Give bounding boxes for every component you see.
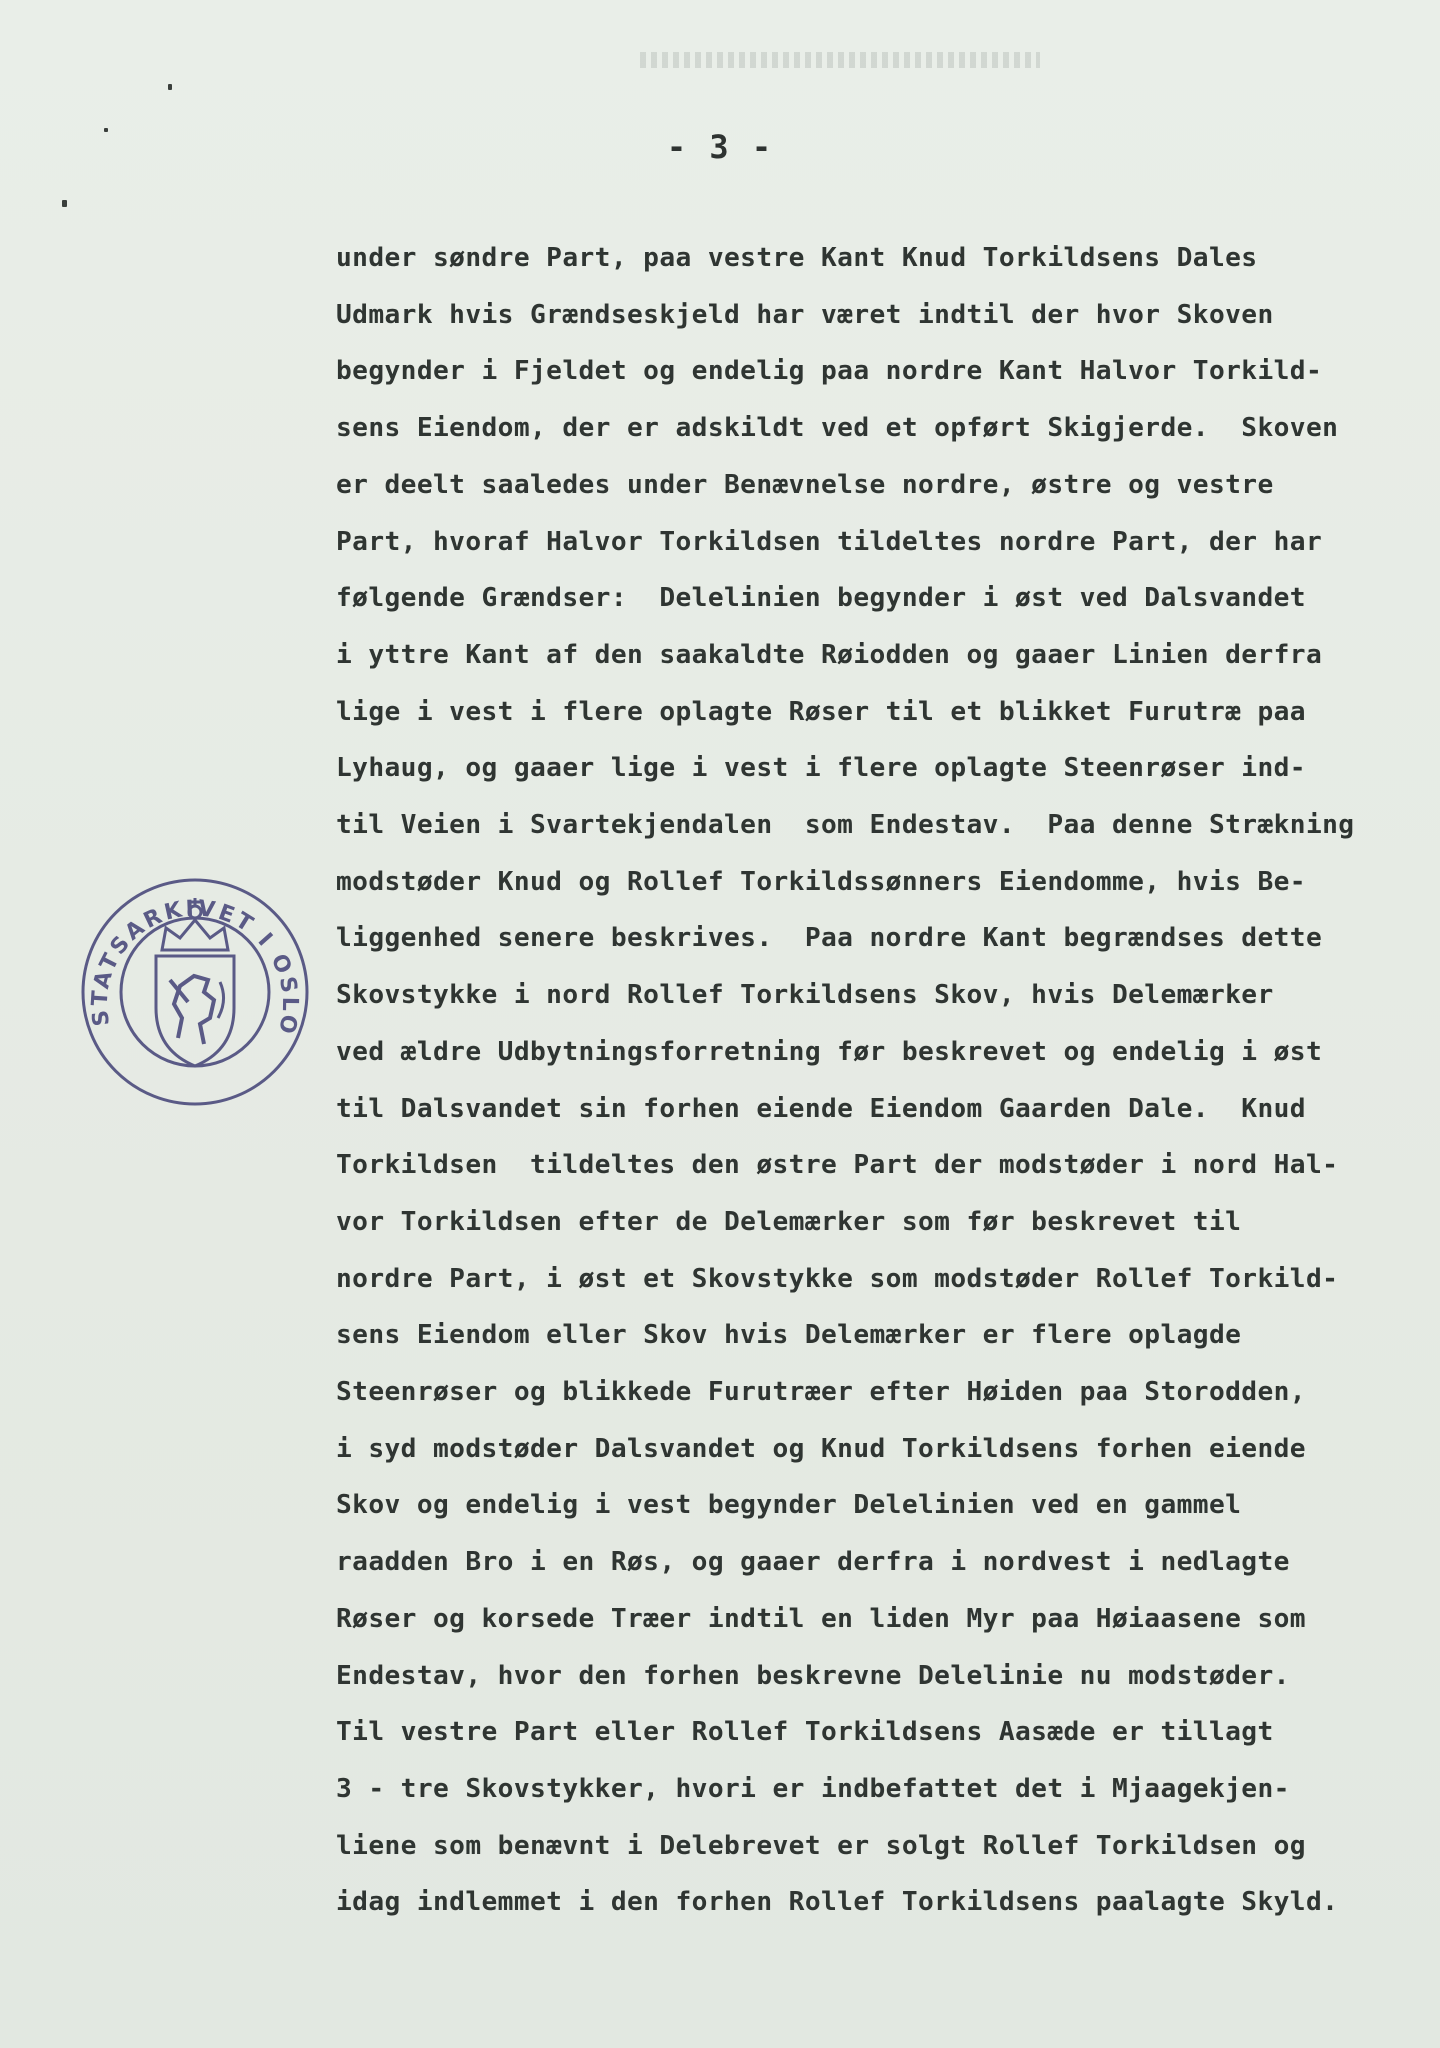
text-line: 3 - tre Skovstykker, hvori er indbefattet det i Mjaagekjen- — [336, 1773, 1290, 1804]
text-line: Endestav, hvor den forhen beskrevne Delelinie nu modstøder. — [336, 1660, 1290, 1691]
text-line: liggenhed senere beskrives. Paa nordre Kant begrændses dette — [336, 923, 1323, 954]
text-line: modstøder Knud og Rollef Torkildssønners Eiendomme, hvis Be- — [336, 866, 1306, 897]
text-line: Torkildsen tildeltes den østre Part der modstøder i nord Hal- — [336, 1150, 1339, 1181]
text-line: Til vestre Part eller Rollef Torkildsens Aasæde er tillagt — [336, 1717, 1274, 1748]
top-edge-stain — [640, 52, 1040, 68]
paper-speck — [168, 84, 172, 90]
text-line: til Dalsvandet sin forhen eiende Eiendom Gaarden Dale. Knud — [336, 1093, 1306, 1124]
text-line: Part, hvoraf Halvor Torkildsen tildeltes nordre Part, der har — [336, 526, 1323, 557]
text-line: under søndre Part, paa vestre Kant Knud Torkildsens Dales — [336, 243, 1258, 273]
text-line: i yttre Kant af den saakaldte Røiodden og gaaer Linien derfra — [336, 639, 1323, 670]
page-number: - 3 - — [666, 128, 774, 166]
paper-speck — [62, 200, 67, 207]
seal-text: STATSARKIVET I OSLO — [87, 896, 303, 1039]
text-line: følgende Grændser: Delelinien begynder i øst ved Dalsvandet — [336, 583, 1306, 614]
text-line: er deelt saaledes under Benævnelse nordre, østre og vestre — [336, 469, 1274, 500]
text-line: lige i vest i flere oplagte Røser til et blikket Furutræ paa — [336, 696, 1306, 727]
text-line: til Veien i Svartekjendalen som Endestav. Paa denne Strækning — [336, 810, 1355, 841]
seal-stamp-icon — [70, 868, 320, 1116]
text-line: Udmark hvis Grændseskjeld har været indtil der hvor Skoven — [336, 299, 1274, 330]
text-line: Skov og endelig i vest begynder Delelinien ved en gammel — [336, 1490, 1242, 1521]
text-line: Steenrøser og blikkede Furutræer efter Høiden paa Storodden, — [336, 1377, 1306, 1408]
text-line: sens Eiendom eller Skov hvis Delemærker er flere oplagde — [336, 1320, 1242, 1351]
text-line: idag indlemmet i den forhen Rollef Torkildsens paalagte Skyld. — [336, 1887, 1339, 1918]
text-line: liene som benævnt i Delebrevet er solgt Rollef Torkildsen og — [336, 1830, 1306, 1861]
text-line: Skovstykke i nord Rollef Torkildsens Skov, hvis Delemærker — [336, 980, 1274, 1011]
body-text — [336, 230, 1416, 1931]
text-line: Røser og korsede Træer indtil en liden Myr paa Høiaasene som — [336, 1603, 1306, 1634]
text-line: sens Eiendom, der er adskildt ved et opført Skigjerde. Skoven — [336, 413, 1339, 444]
text-line: vor Torkildsen efter de Delemærker som før beskrevet til — [336, 1206, 1242, 1237]
text-line: i syd modstøder Dalsvandet og Knud Torkildsens forhen eiende — [336, 1433, 1306, 1464]
archive-seal — [70, 868, 320, 1116]
text-line: Lyhaug, og gaaer lige i vest i flere oplagte Steenrøser ind- — [336, 753, 1306, 784]
svg-text:STATSARKIVET I OSLO — [88, 896, 302, 1038]
text-line: nordre Part, i øst et Skovstykke som modstøder Rollef Torkild- — [336, 1263, 1339, 1294]
text-line: raadden Bro i en Røs, og gaaer derfra i nordvest i nedlagte — [336, 1547, 1290, 1578]
text-line: ved ældre Udbytningsforretning før beskrevet og endelig i øst — [336, 1036, 1323, 1067]
text-line: begynder i Fjeldet og endelig paa nordre Kant Halvor Torkild- — [336, 356, 1323, 387]
